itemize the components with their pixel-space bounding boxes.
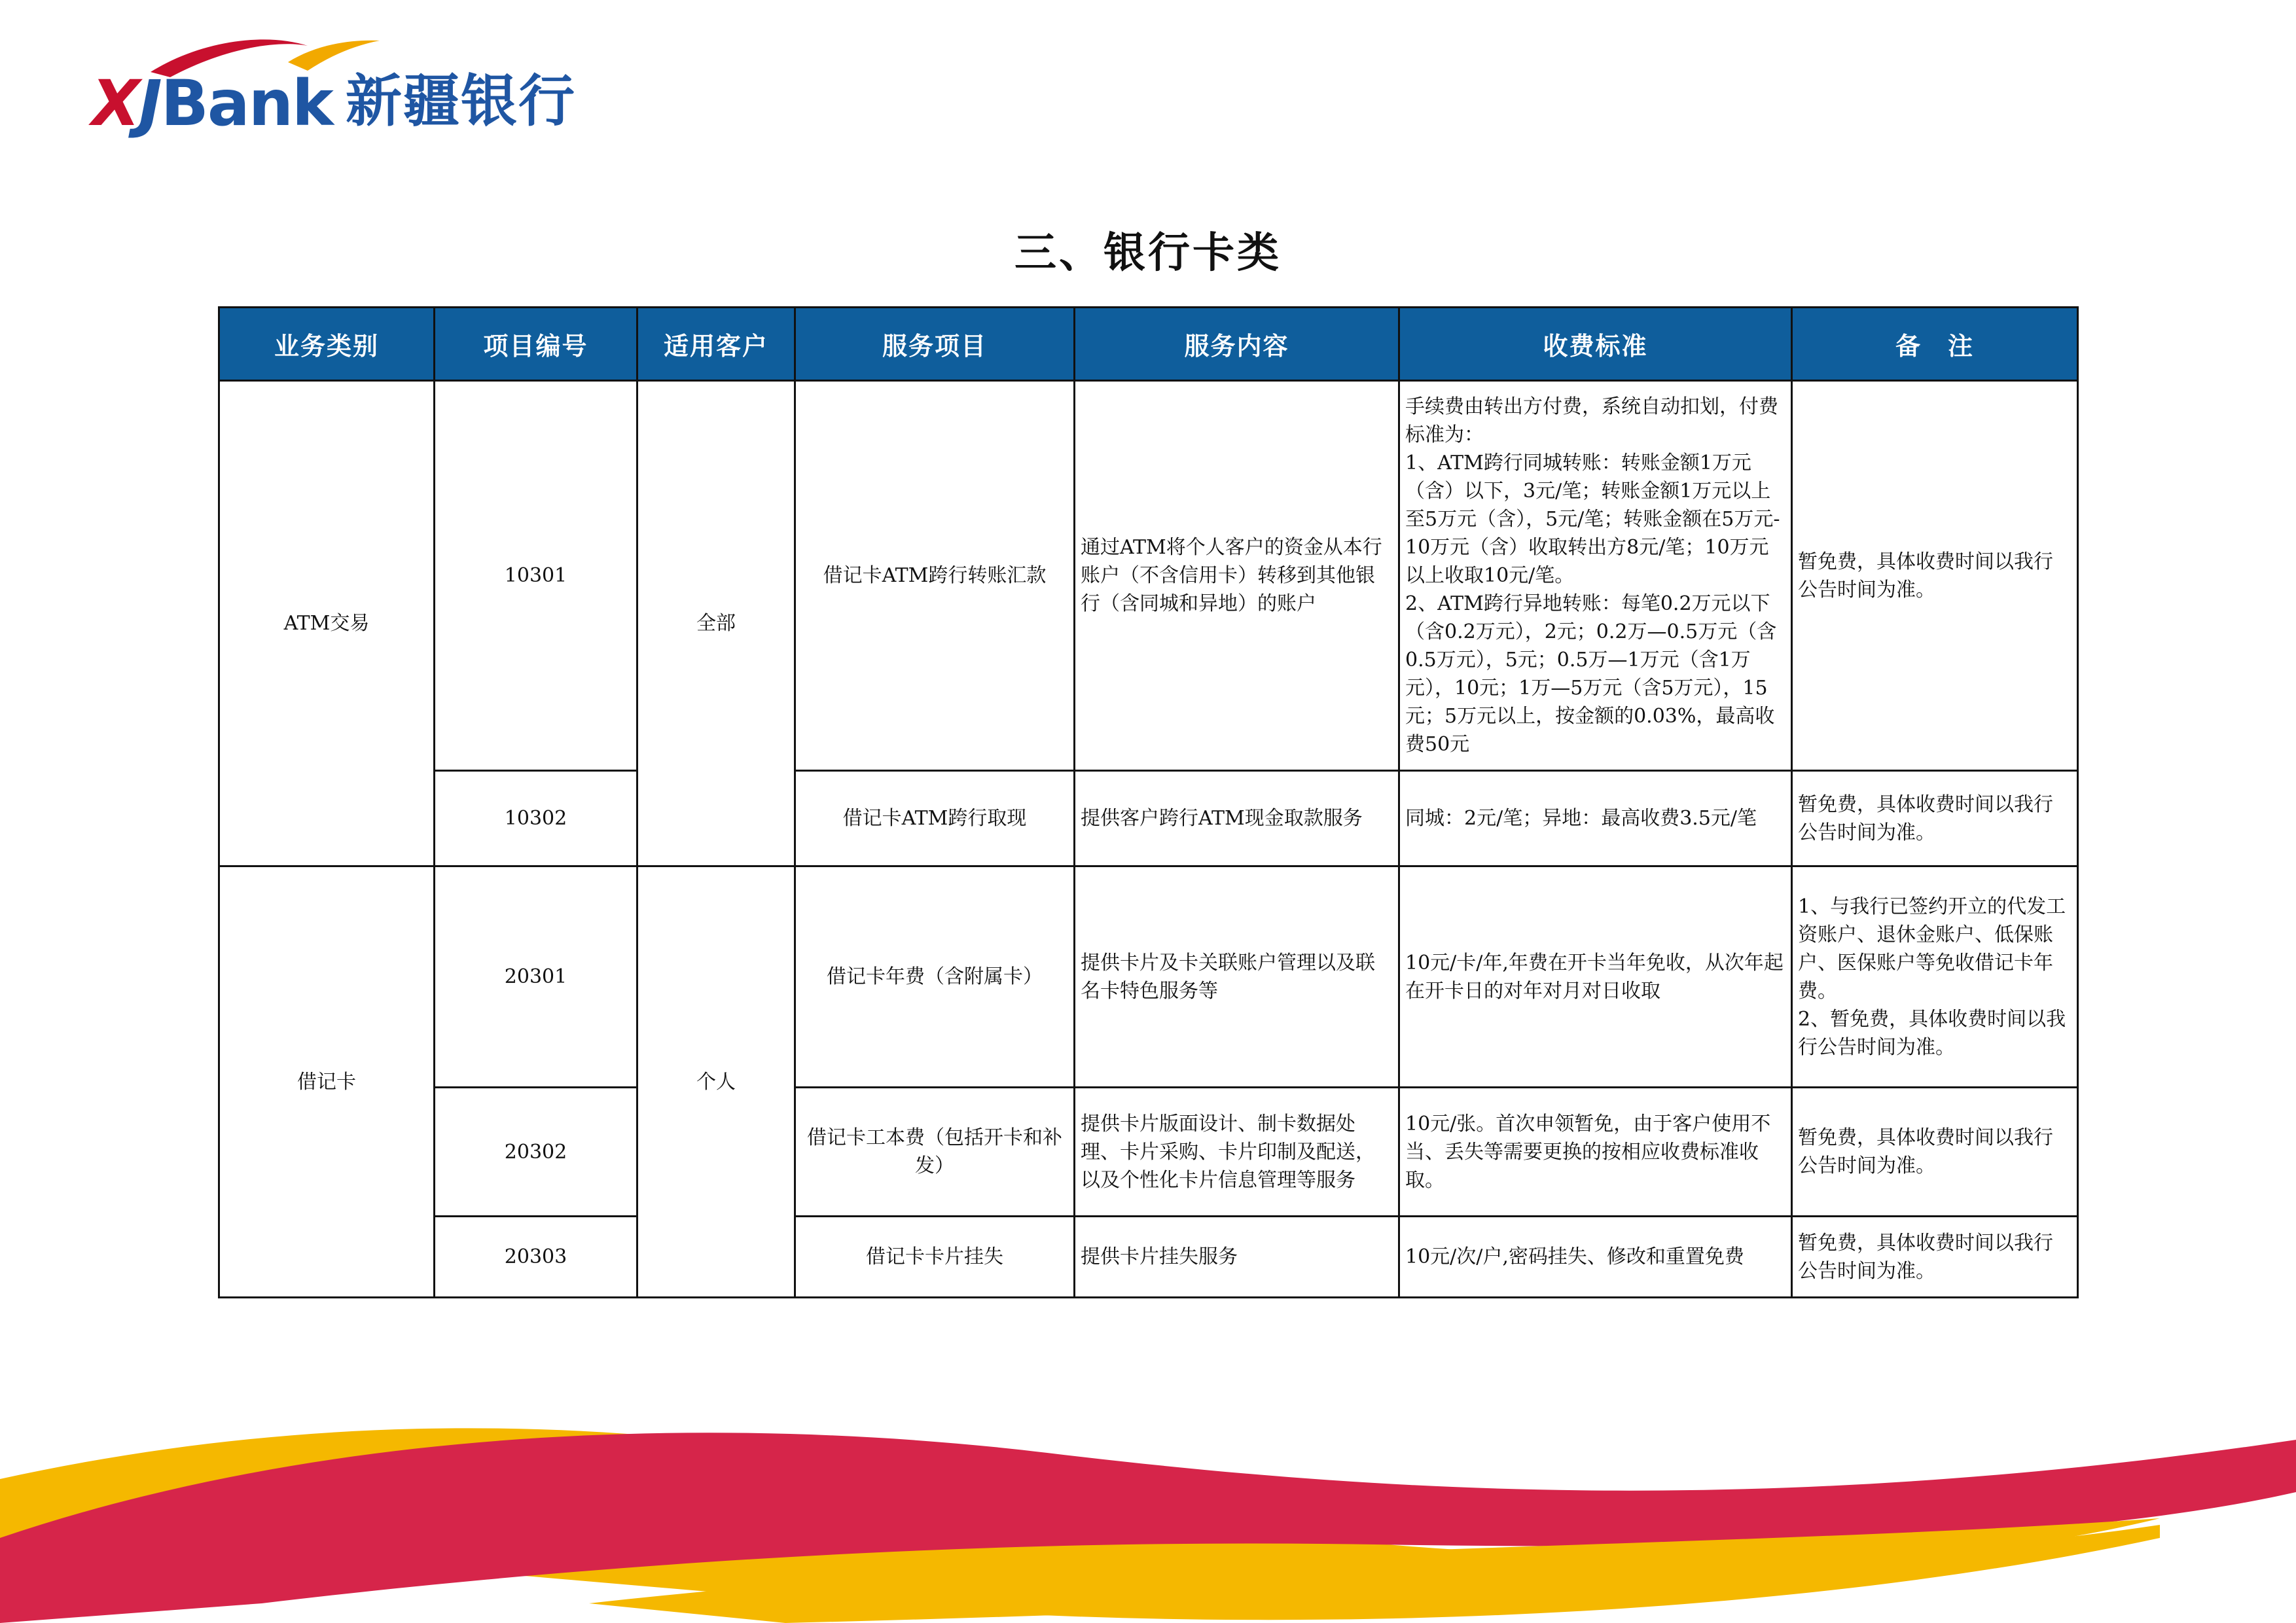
item-cell: 借记卡ATM跨行取现 — [795, 771, 1075, 866]
fee-cell: 手续费由转出方付费，系统自动扣划，付费标准为： 1、ATM跨行同城转账：转账金额1万元（含）以下，3元/笔；转账金额1万元以上至5万元（含），5元/笔；转账金额在5万元-10万元（含）收取转出方8元/笔；10万元以上收取10元/笔。 2、ATM跨行异地转账：每笔0.2万元以下（含0.2万元），2元；0.2万—0.5万元（含0.5万元），5元；0.5万—1万元（含1万元），10元；1万—5万元（含5万元），15元；5万元以上，按金额的0.03%，最高收费50元 — [1399, 381, 1792, 771]
fee-table — [218, 306, 2079, 1298]
note-cell: 暂免费，具体收费时间以我行公告时间为准。 — [1792, 1217, 2078, 1298]
header-customer: 适用客户 — [637, 308, 795, 381]
item-cell: 借记卡工本费（包括开卡和补发） — [795, 1088, 1075, 1217]
content-cell: 提供卡片版面设计、制卡数据处理、卡片采购、卡片印制及配送，以及个性化卡片信息管理等服务 — [1075, 1088, 1399, 1217]
content-cell: 提供卡片挂失服务 — [1075, 1217, 1399, 1298]
item-cell: 借记卡ATM跨行转账汇款 — [795, 381, 1075, 771]
table-row — [219, 866, 2078, 1088]
bank-logo — [72, 26, 596, 144]
header-content: 服务内容 — [1075, 308, 1399, 381]
fee-cell: 10元/次/户,密码挂失、修改和重置免费 — [1399, 1217, 1792, 1298]
logo-brand-bank: Bank — [160, 67, 332, 140]
code-cell: 20303 — [435, 1217, 637, 1298]
category-cell: ATM交易 — [219, 381, 435, 866]
header-category: 业务类别 — [219, 308, 435, 381]
header-fee: 收费标准 — [1399, 308, 1792, 381]
content-cell: 通过ATM将个人客户的资金从本行账户（不含信用卡）转移到其他银行（含同城和异地）的账户 — [1075, 381, 1399, 771]
code-cell: 20302 — [435, 1088, 637, 1217]
note-cell: 暂免费，具体收费时间以我行公告时间为准。 — [1792, 381, 2078, 771]
logo-brand — [92, 67, 332, 140]
table-row — [219, 381, 2078, 771]
fee-cell: 10元/张。首次申领暂免，由于客户使用不当、丢失等需要更换的按相应收费标准收取。 — [1399, 1088, 1792, 1217]
page-title: 三、银行卡类 — [1014, 229, 1282, 277]
note-cell: 1、与我行已签约开立的代发工资账户、退休金账户、低保账户、医保账户等免收借记卡年费。 2、暂免费，具体收费时间以我行公告时间为准。 — [1792, 866, 2078, 1088]
customer-cell: 个人 — [637, 866, 795, 1298]
content-cell: 提供客户跨行ATM现金取款服务 — [1075, 771, 1399, 866]
footer-wave-decoration — [0, 1387, 2296, 1623]
customer-cell: 全部 — [637, 381, 795, 866]
code-cell: 20301 — [435, 866, 637, 1088]
item-cell: 借记卡卡片挂失 — [795, 1217, 1075, 1298]
content-cell: 提供卡片及卡关联账户管理以及联名卡特色服务等 — [1075, 866, 1399, 1088]
table-row — [219, 1217, 2078, 1298]
logo-brand-x: X — [92, 67, 139, 140]
table-row — [219, 1088, 2078, 1217]
logo-cn-name: 新疆银行 — [346, 69, 576, 134]
note-cell: 暂免费，具体收费时间以我行公告时间为准。 — [1792, 771, 2078, 866]
header-code: 项目编号 — [435, 308, 637, 381]
code-cell: 10302 — [435, 771, 637, 866]
item-cell: 借记卡年费（含附属卡） — [795, 866, 1075, 1088]
header-item: 服务项目 — [795, 308, 1075, 381]
fee-cell: 10元/卡/年,年费在开卡当年免收，从次年起在开卡日的对年对月对日收取 — [1399, 866, 1792, 1088]
table-row — [219, 771, 2078, 866]
code-cell: 10301 — [435, 381, 637, 771]
category-cell: 借记卡 — [219, 866, 435, 1298]
logo-brand-j: J — [139, 67, 161, 140]
fee-cell: 同城：2元/笔；异地：最高收费3.5元/笔 — [1399, 771, 1792, 866]
header-note: 备 注 — [1792, 308, 2078, 381]
note-cell: 暂免费，具体收费时间以我行公告时间为准。 — [1792, 1088, 2078, 1217]
table-header-row — [219, 308, 2078, 381]
